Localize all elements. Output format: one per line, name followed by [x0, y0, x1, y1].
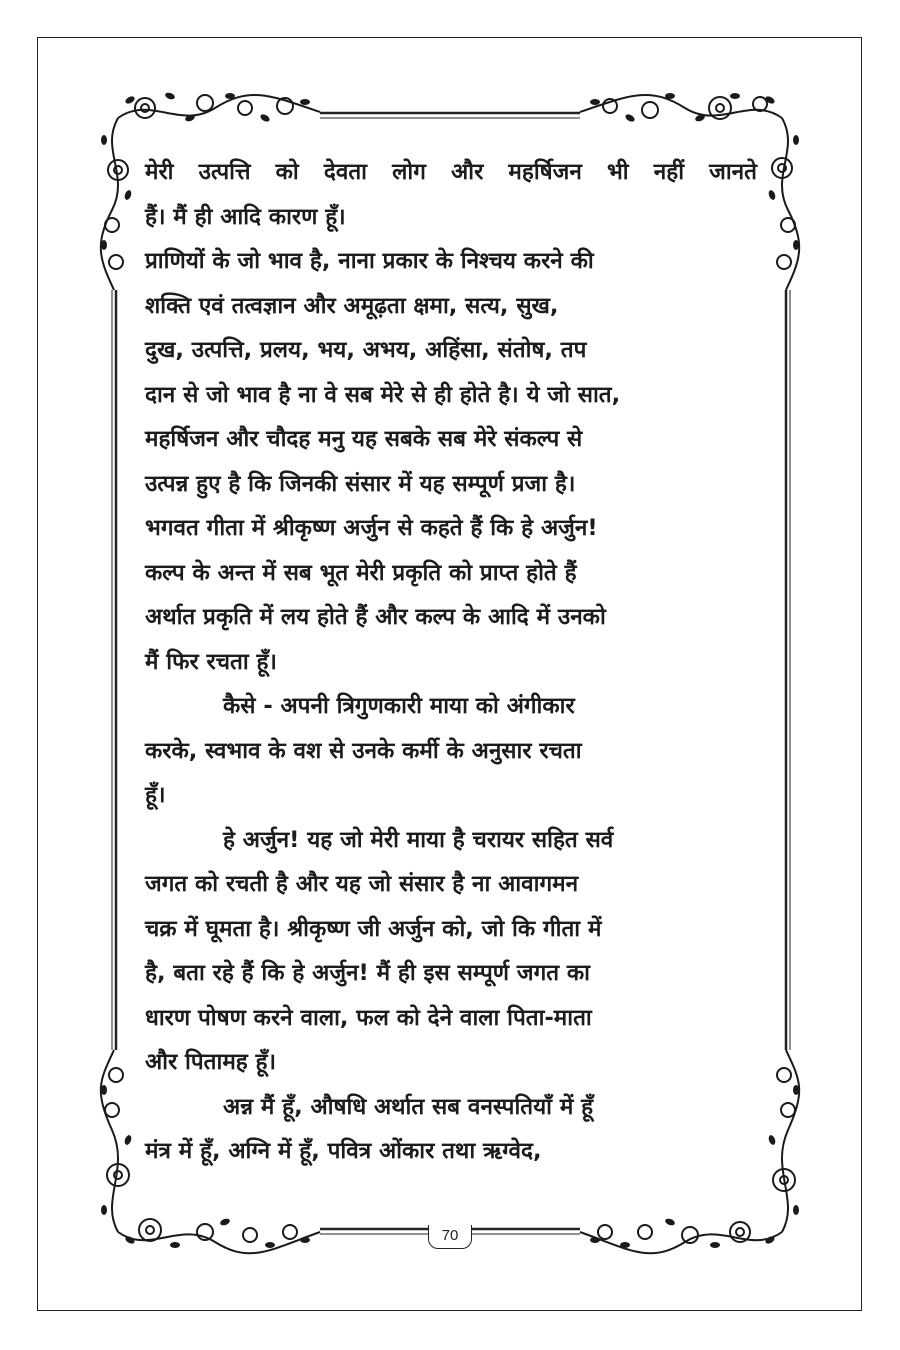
text-line: करके, स्वभाव के वश से उनके कर्मी के अनुसार रचता — [145, 737, 582, 764]
text-line: हे अर्जुन! यह जो मेरी माया है चरायर सहित सर्व — [223, 826, 614, 853]
text-line: मंत्र में हूँ, अग्नि में हूँ, पवित्र ओंकार तथा ऋग्वेद, — [145, 1138, 542, 1164]
text-line: अर्थात प्रकृति में लय होते हैं और कल्प के आदि में उनको — [145, 604, 606, 630]
paragraph-6 — [145, 1085, 757, 1174]
text-line: दान से जो भाव है ना वे सब मेरे से ही होते है। ये जो सात, — [145, 381, 621, 408]
text-line: हूँ। — [145, 782, 166, 808]
text-line: शक्ति एवं तत्वज्ञान और अमूढ़ता क्षमा, सत्य, सुख, — [145, 292, 559, 319]
paragraph-2 — [145, 239, 757, 506]
paragraph-3 — [145, 506, 757, 684]
text-line: चक्र में घूमता है। श्रीकृष्ण जी अर्जुन को, जो कि गीता में — [145, 915, 602, 942]
text-line: कल्प के अन्त में सब भूत मेरी प्रकृति को प्राप्त होते हैं — [145, 559, 577, 586]
text-line: उत्पन्न हुए है कि जिनकी संसार में यह सम्पूर्ण प्रजा है। — [145, 470, 576, 497]
text-line: अन्न मैं हूँ, औषधि अर्थात सब वनस्पतियाँ में हूँ — [223, 1093, 594, 1120]
text-line: जगत को रचती है और यह जो संसार है ना आवागमन — [145, 871, 579, 897]
text-line: मैं फिर रचता हूँ। — [145, 648, 277, 675]
text-line: भगवत गीता में श्रीकृष्ण अर्जुन से कहते हैं कि हे अर्जुन! — [145, 515, 598, 541]
text-line: कैसे - अपनी त्रिगुणकारी माया को अंगीकार — [223, 693, 575, 719]
paragraph-5 — [145, 818, 757, 1085]
text-line: प्राणियों के जो भाव है, नाना प्रकार के निश्चय करने की — [145, 248, 594, 274]
text-line: महर्षिजन और चौदह मनु यह सबके सब मेरे संकल्प से — [145, 426, 583, 452]
page-body-text — [145, 150, 757, 1174]
paragraph-1 — [145, 150, 757, 239]
text-line: दुख, उत्पत्ति, प्रलय, भय, अभय, अहिंसा, संतोष, तप — [145, 337, 587, 363]
text-line: है, बता रहे हैं कि हे अर्जुन! मैं ही इस सम्पूर्ण जगत का — [145, 960, 590, 986]
text-line: हैं। मैं ही आदि कारण हूँ। — [145, 203, 346, 230]
text-line: और पितामह हूँ। — [145, 1049, 277, 1075]
text-line: मेरी उत्पत्ति को देवता लोग और महर्षिजन भी नहीं जानते — [145, 159, 757, 185]
text-line: धारण पोषण करने वाला, फल को देने वाला पिता-माता — [145, 1004, 592, 1031]
paragraph-4 — [145, 684, 757, 818]
page-number: 70 — [428, 1225, 472, 1249]
